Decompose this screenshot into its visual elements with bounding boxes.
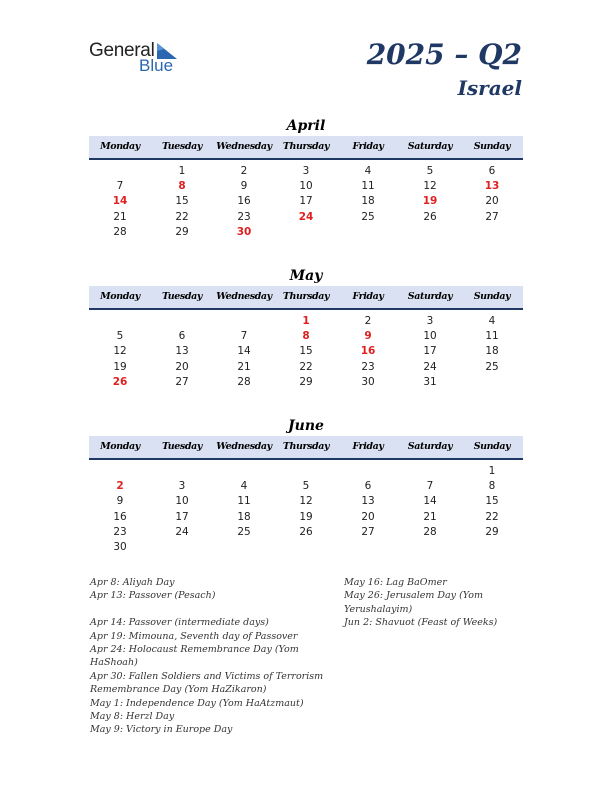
day-cell: 3 <box>302 165 310 177</box>
day-cell: 6 <box>364 480 372 493</box>
day-cell: 14 <box>237 345 251 358</box>
holiday-note: Apr 13: Passover (Pesach) <box>90 590 216 602</box>
day-cell: 23 <box>237 210 251 223</box>
week-row <box>89 464 523 479</box>
day-cell: 4 <box>488 315 496 327</box>
day-cell: 24 <box>175 525 189 538</box>
day-cell <box>89 314 151 329</box>
day-cell: 12 <box>299 495 313 508</box>
general-blue-logo <box>89 40 189 76</box>
day-cell: 21 <box>237 360 251 373</box>
day-cell: 1 <box>488 465 496 477</box>
month-title: June <box>288 418 324 434</box>
day-cell: 2 <box>240 165 248 177</box>
week-row <box>89 194 523 209</box>
week-row <box>89 164 523 179</box>
week-row <box>89 210 523 225</box>
holiday-note: Apr 19: Mimouna, Seventh day of Passover <box>90 630 298 642</box>
day-cell: 13 <box>484 180 500 193</box>
day-cell: 3 <box>178 480 186 493</box>
weekday-label: Thursday <box>282 291 330 302</box>
weekday-label: Monday <box>100 291 140 302</box>
day-cell: 11 <box>237 495 251 508</box>
day-cell: 28 <box>423 525 437 538</box>
country-subtitle: Israel <box>457 76 522 100</box>
holiday-note: Apr 30: Fallen Soldiers and Victims of Terrorism <box>90 670 324 682</box>
week-row <box>89 225 523 240</box>
day-cell: 17 <box>299 195 313 208</box>
day-cell: 1 <box>302 315 310 327</box>
day-cell: 10 <box>175 495 189 508</box>
weekday-label: Friday <box>352 441 384 452</box>
day-cell <box>213 540 275 555</box>
day-cell: 15 <box>175 195 189 208</box>
day-cell <box>337 464 399 479</box>
weekday-label: Thursday <box>282 141 330 152</box>
weekday-label: Tuesday <box>161 441 202 452</box>
month-grid <box>89 160 523 240</box>
weekday-header <box>89 136 523 160</box>
day-cell: 25 <box>361 210 375 223</box>
day-cell: 15 <box>299 345 313 358</box>
week-row <box>89 540 523 555</box>
day-cell: 27 <box>175 375 189 388</box>
holiday-note: May 8: Herzl Day <box>90 711 175 723</box>
holiday-note: May 26: Jerusalem Day (Yom <box>344 590 483 602</box>
holiday-note: Apr 14: Passover (intermediate days) <box>90 617 269 629</box>
month-april <box>89 116 523 240</box>
week-row <box>89 494 523 509</box>
day-cell: 29 <box>175 225 189 238</box>
day-cell: 7 <box>426 480 434 493</box>
day-cell: 5 <box>302 480 310 493</box>
weekday-label: Wednesday <box>216 291 272 302</box>
day-cell <box>337 225 399 240</box>
day-cell: 14 <box>423 495 437 508</box>
day-cell: 19 <box>299 510 313 523</box>
day-cell <box>89 164 151 179</box>
day-cell: 28 <box>237 375 251 388</box>
day-cell: 29 <box>485 525 499 538</box>
day-cell: 21 <box>423 510 437 523</box>
day-cell: 24 <box>423 360 437 373</box>
day-cell <box>275 464 337 479</box>
day-cell: 6 <box>488 165 496 177</box>
day-cell <box>213 314 275 329</box>
weekday-label: Tuesday <box>161 141 202 152</box>
week-row <box>89 329 523 344</box>
holiday-note: Yerushalayim) <box>344 603 413 615</box>
month-grid <box>89 310 523 390</box>
weekday-label: Sunday <box>473 291 511 302</box>
holiday-note: May 1: Independence Day (Yom HaAtzmaut) <box>90 697 304 709</box>
day-cell: 14 <box>112 195 128 208</box>
day-cell: 2 <box>364 315 372 327</box>
holiday-note: Apr 8: Aliyah Day <box>90 577 175 588</box>
weekday-label: Thursday <box>282 441 330 452</box>
day-cell: 9 <box>240 180 248 193</box>
day-cell <box>461 225 523 240</box>
day-cell: 19 <box>113 360 127 373</box>
weekday-label: Saturday <box>407 441 453 452</box>
weekday-label: Wednesday <box>216 441 272 452</box>
day-cell: 24 <box>298 210 314 223</box>
day-cell: 6 <box>178 330 186 343</box>
day-cell: 13 <box>175 345 189 358</box>
day-cell <box>461 375 523 390</box>
day-cell <box>399 225 461 240</box>
weekday-label: Saturday <box>407 291 453 302</box>
month-grid <box>89 460 523 555</box>
day-cell: 29 <box>299 375 313 388</box>
weekday-label: Tuesday <box>161 291 202 302</box>
day-cell: 8 <box>302 330 310 343</box>
day-cell: 25 <box>237 525 251 538</box>
day-cell: 21 <box>113 210 127 223</box>
notes-group-b <box>90 616 335 737</box>
week-row <box>89 314 523 329</box>
day-cell <box>89 464 151 479</box>
day-cell: 22 <box>299 360 313 373</box>
holiday-note: Remembrance Day (Yom HaZikaron) <box>90 684 267 696</box>
week-row <box>89 510 523 525</box>
day-cell: 7 <box>116 180 124 193</box>
weekday-header <box>89 286 523 310</box>
weekday-label: Wednesday <box>216 141 272 152</box>
day-cell: 8 <box>488 480 496 493</box>
weekday-label: Saturday <box>407 141 453 152</box>
day-cell: 18 <box>237 510 251 523</box>
day-cell <box>399 464 461 479</box>
holiday-note: May 9: Victory in Europe Day <box>90 724 233 736</box>
day-cell: 26 <box>299 525 313 538</box>
day-cell: 15 <box>485 495 499 508</box>
week-row <box>89 375 523 390</box>
day-cell: 18 <box>485 345 499 358</box>
weekday-label: Monday <box>100 141 140 152</box>
day-cell: 28 <box>113 225 127 238</box>
day-cell <box>151 464 213 479</box>
day-cell: 18 <box>361 195 375 208</box>
day-cell: 17 <box>423 345 437 358</box>
day-cell <box>461 540 523 555</box>
weekday-label: Sunday <box>473 141 511 152</box>
holiday-notes-right <box>344 576 524 630</box>
day-cell: 8 <box>178 180 186 193</box>
day-cell: 25 <box>485 360 499 373</box>
day-cell <box>213 464 275 479</box>
day-cell: 3 <box>426 315 434 327</box>
day-cell: 30 <box>361 375 375 388</box>
weekday-label: Friday <box>352 291 384 302</box>
holiday-note: May 16: Lag BaOmer <box>344 577 447 588</box>
day-cell: 26 <box>112 375 128 388</box>
day-cell: 7 <box>240 330 248 343</box>
day-cell: 19 <box>422 195 438 208</box>
day-cell: 26 <box>423 210 437 223</box>
day-cell <box>337 540 399 555</box>
day-cell: 20 <box>361 510 375 523</box>
day-cell: 16 <box>360 345 376 358</box>
day-cell: 20 <box>485 195 499 208</box>
notes-group-a <box>90 576 335 603</box>
day-cell: 16 <box>237 195 251 208</box>
day-cell: 12 <box>423 180 437 193</box>
day-cell: 16 <box>113 510 127 523</box>
holiday-notes-left <box>90 576 335 737</box>
week-row <box>89 179 523 194</box>
week-row <box>89 479 523 494</box>
week-row <box>89 525 523 540</box>
week-row <box>89 344 523 359</box>
day-cell: 23 <box>113 525 127 538</box>
notes-spacer <box>90 603 335 616</box>
day-cell: 22 <box>485 510 499 523</box>
weekday-label: Monday <box>100 441 140 452</box>
month-title: April <box>286 118 326 134</box>
day-cell: 9 <box>116 495 124 508</box>
page-title: 2025 – Q2 <box>366 38 522 71</box>
day-cell: 4 <box>364 165 372 177</box>
day-cell: 9 <box>364 330 372 343</box>
month-may <box>89 266 523 390</box>
holiday-note: Jun 2: Shavuot (Feast of Weeks) <box>344 617 498 629</box>
day-cell: 23 <box>361 360 375 373</box>
day-cell: 5 <box>116 330 124 343</box>
day-cell: 27 <box>485 210 499 223</box>
day-cell: 22 <box>175 210 189 223</box>
day-cell <box>151 314 213 329</box>
day-cell: 1 <box>178 165 186 177</box>
day-cell: 27 <box>361 525 375 538</box>
notes-group-right <box>344 576 524 630</box>
day-cell: 11 <box>361 180 375 193</box>
holiday-note: Apr 24: Holocaust Remembrance Day (Yom HaShoah) <box>90 644 299 669</box>
day-cell: 5 <box>426 165 434 177</box>
weekday-label: Sunday <box>473 441 511 452</box>
logo-text-blue: Blue <box>139 56 174 75</box>
day-cell: 10 <box>299 180 313 193</box>
day-cell: 30 <box>113 540 127 553</box>
month-title: May <box>289 268 323 284</box>
month-june <box>89 416 523 555</box>
weekday-label: Friday <box>352 141 384 152</box>
day-cell: 17 <box>175 510 189 523</box>
day-cell: 11 <box>485 330 499 343</box>
logo-text-general: General <box>89 40 155 61</box>
day-cell: 30 <box>236 225 252 238</box>
week-row <box>89 360 523 375</box>
day-cell: 4 <box>240 480 248 493</box>
weekday-header <box>89 436 523 460</box>
day-cell: 10 <box>423 330 437 343</box>
day-cell: 12 <box>113 345 127 358</box>
day-cell <box>151 540 213 555</box>
day-cell: 2 <box>116 480 124 493</box>
day-cell <box>275 225 337 240</box>
day-cell <box>399 540 461 555</box>
day-cell: 31 <box>423 375 437 388</box>
day-cell <box>275 540 337 555</box>
day-cell: 13 <box>361 495 375 508</box>
day-cell: 20 <box>175 360 189 373</box>
